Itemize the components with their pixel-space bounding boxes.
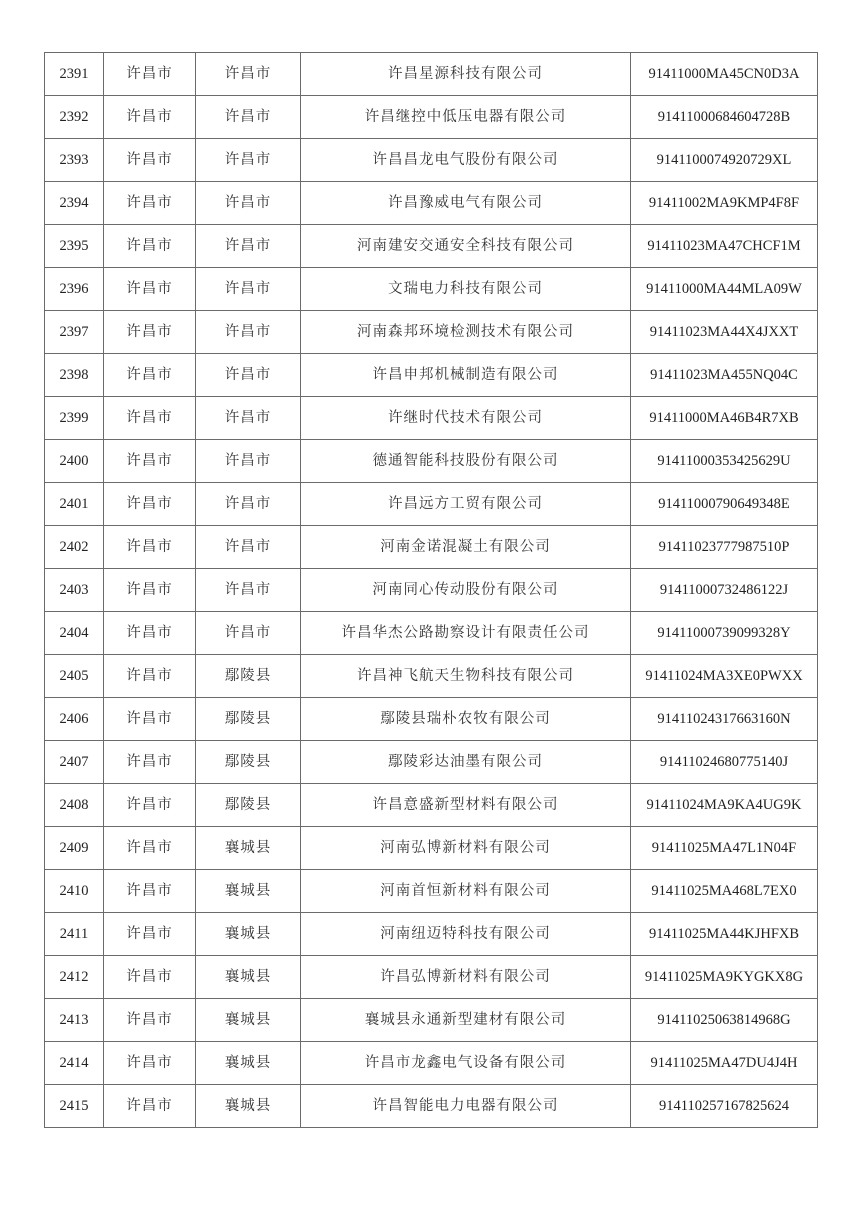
table-row (45, 440, 818, 483)
credit-code-cell: 9141100074920729XL (631, 139, 818, 182)
county-cell: 鄢陵县 (196, 655, 301, 698)
table-row (45, 655, 818, 698)
city-cell: 许昌市 (104, 311, 196, 354)
company-name-cell: 许昌豫威电气有限公司 (301, 182, 631, 225)
credit-code-cell: 91411025MA9KYGKX8G (631, 956, 818, 999)
table-row (45, 397, 818, 440)
county-cell: 襄城县 (196, 999, 301, 1042)
credit-code-cell: 91411023MA455NQ04C (631, 354, 818, 397)
county-cell: 许昌市 (196, 569, 301, 612)
county-cell: 许昌市 (196, 53, 301, 96)
company-name-cell: 鄢陵彩达油墨有限公司 (301, 741, 631, 784)
table-row (45, 311, 818, 354)
table-row (45, 870, 818, 913)
credit-code-cell: 91411000353425629U (631, 440, 818, 483)
row-number: 2411 (45, 913, 104, 956)
county-cell: 许昌市 (196, 268, 301, 311)
city-cell: 许昌市 (104, 784, 196, 827)
row-number: 2394 (45, 182, 104, 225)
row-number: 2404 (45, 612, 104, 655)
company-name-cell: 河南同心传动股份有限公司 (301, 569, 631, 612)
city-cell: 许昌市 (104, 354, 196, 397)
credit-code-cell: 914110257167825624 (631, 1085, 818, 1128)
row-number: 2408 (45, 784, 104, 827)
company-name-cell: 河南金诺混凝土有限公司 (301, 526, 631, 569)
company-name-cell: 鄢陵县瑞朴农牧有限公司 (301, 698, 631, 741)
county-cell: 襄城县 (196, 1042, 301, 1085)
table-body (45, 53, 818, 1128)
county-cell: 襄城县 (196, 913, 301, 956)
credit-code-cell: 91411000MA44MLA09W (631, 268, 818, 311)
table-row (45, 741, 818, 784)
row-number: 2409 (45, 827, 104, 870)
credit-code-cell: 91411002MA9KMP4F8F (631, 182, 818, 225)
credit-code-cell: 91411025MA44KJHFXB (631, 913, 818, 956)
credit-code-cell: 91411000732486122J (631, 569, 818, 612)
county-cell: 襄城县 (196, 956, 301, 999)
company-name-cell: 许昌昌龙电气股份有限公司 (301, 139, 631, 182)
row-number: 2410 (45, 870, 104, 913)
city-cell: 许昌市 (104, 225, 196, 268)
table-row (45, 827, 818, 870)
company-name-cell: 许昌继控中低压电器有限公司 (301, 96, 631, 139)
row-number: 2391 (45, 53, 104, 96)
county-cell: 鄢陵县 (196, 698, 301, 741)
table-row (45, 53, 818, 96)
company-name-cell: 许昌星源科技有限公司 (301, 53, 631, 96)
row-number: 2400 (45, 440, 104, 483)
credit-code-cell: 91411024MA9KA4UG9K (631, 784, 818, 827)
credit-code-cell: 91411000684604728B (631, 96, 818, 139)
row-number: 2402 (45, 526, 104, 569)
company-name-cell: 许昌神飞航天生物科技有限公司 (301, 655, 631, 698)
row-number: 2401 (45, 483, 104, 526)
row-number: 2397 (45, 311, 104, 354)
county-cell: 许昌市 (196, 311, 301, 354)
city-cell: 许昌市 (104, 182, 196, 225)
table-row (45, 268, 818, 311)
city-cell: 许昌市 (104, 96, 196, 139)
credit-code-cell: 91411024MA3XE0PWXX (631, 655, 818, 698)
company-name-cell: 河南森邦环境检测技术有限公司 (301, 311, 631, 354)
city-cell: 许昌市 (104, 53, 196, 96)
table-row (45, 956, 818, 999)
table-row (45, 698, 818, 741)
county-cell: 许昌市 (196, 526, 301, 569)
city-cell: 许昌市 (104, 569, 196, 612)
credit-code-cell: 91411023MA44X4JXXT (631, 311, 818, 354)
county-cell: 许昌市 (196, 354, 301, 397)
row-number: 2398 (45, 354, 104, 397)
table-row (45, 354, 818, 397)
county-cell: 鄢陵县 (196, 741, 301, 784)
company-name-cell: 河南建安交通安全科技有限公司 (301, 225, 631, 268)
county-cell: 襄城县 (196, 870, 301, 913)
credit-code-cell: 91411024317663160N (631, 698, 818, 741)
credit-code-cell: 91411023777987510P (631, 526, 818, 569)
county-cell: 许昌市 (196, 225, 301, 268)
company-list-table (44, 52, 818, 1128)
county-cell: 襄城县 (196, 1085, 301, 1128)
table-row (45, 225, 818, 268)
city-cell: 许昌市 (104, 440, 196, 483)
company-name-cell: 文瑞电力科技有限公司 (301, 268, 631, 311)
credit-code-cell: 91411000MA46B4R7XB (631, 397, 818, 440)
table-row (45, 139, 818, 182)
company-name-cell: 河南纽迈特科技有限公司 (301, 913, 631, 956)
city-cell: 许昌市 (104, 870, 196, 913)
county-cell: 许昌市 (196, 182, 301, 225)
company-name-cell: 许昌申邦机械制造有限公司 (301, 354, 631, 397)
row-number: 2413 (45, 999, 104, 1042)
company-name-cell: 许昌华杰公路勘察设计有限责任公司 (301, 612, 631, 655)
row-number: 2399 (45, 397, 104, 440)
company-name-cell: 许昌市龙鑫电气设备有限公司 (301, 1042, 631, 1085)
credit-code-cell: 91411025MA47L1N04F (631, 827, 818, 870)
city-cell: 许昌市 (104, 1042, 196, 1085)
county-cell: 许昌市 (196, 96, 301, 139)
table-row (45, 526, 818, 569)
table-row (45, 612, 818, 655)
table-row (45, 1085, 818, 1128)
city-cell: 许昌市 (104, 956, 196, 999)
city-cell: 许昌市 (104, 1085, 196, 1128)
row-number: 2407 (45, 741, 104, 784)
county-cell: 许昌市 (196, 397, 301, 440)
city-cell: 许昌市 (104, 397, 196, 440)
city-cell: 许昌市 (104, 526, 196, 569)
city-cell: 许昌市 (104, 483, 196, 526)
company-name-cell: 许继时代技术有限公司 (301, 397, 631, 440)
row-number: 2415 (45, 1085, 104, 1128)
city-cell: 许昌市 (104, 139, 196, 182)
credit-code-cell: 91411025063814968G (631, 999, 818, 1042)
city-cell: 许昌市 (104, 655, 196, 698)
company-name-cell: 德通智能科技股份有限公司 (301, 440, 631, 483)
credit-code-cell: 91411000739099328Y (631, 612, 818, 655)
city-cell: 许昌市 (104, 827, 196, 870)
credit-code-cell: 91411024680775140J (631, 741, 818, 784)
county-cell: 鄢陵县 (196, 784, 301, 827)
row-number: 2414 (45, 1042, 104, 1085)
company-name-cell: 许昌智能电力电器有限公司 (301, 1085, 631, 1128)
table-row (45, 999, 818, 1042)
row-number: 2403 (45, 569, 104, 612)
county-cell: 襄城县 (196, 827, 301, 870)
table-row (45, 483, 818, 526)
table-row (45, 1042, 818, 1085)
company-name-cell: 许昌弘博新材料有限公司 (301, 956, 631, 999)
city-cell: 许昌市 (104, 612, 196, 655)
company-name-cell: 河南弘博新材料有限公司 (301, 827, 631, 870)
company-name-cell: 河南首恒新材料有限公司 (301, 870, 631, 913)
credit-code-cell: 91411025MA468L7EX0 (631, 870, 818, 913)
table-row (45, 569, 818, 612)
table-row (45, 784, 818, 827)
credit-code-cell: 91411000MA45CN0D3A (631, 53, 818, 96)
city-cell: 许昌市 (104, 741, 196, 784)
company-name-cell: 许昌意盛新型材料有限公司 (301, 784, 631, 827)
city-cell: 许昌市 (104, 999, 196, 1042)
row-number: 2392 (45, 96, 104, 139)
row-number: 2406 (45, 698, 104, 741)
row-number: 2395 (45, 225, 104, 268)
county-cell: 许昌市 (196, 440, 301, 483)
row-number: 2396 (45, 268, 104, 311)
table-row (45, 182, 818, 225)
city-cell: 许昌市 (104, 913, 196, 956)
county-cell: 许昌市 (196, 483, 301, 526)
company-name-cell: 许昌远方工贸有限公司 (301, 483, 631, 526)
city-cell: 许昌市 (104, 268, 196, 311)
credit-code-cell: 91411025MA47DU4J4H (631, 1042, 818, 1085)
table-row (45, 913, 818, 956)
credit-code-cell: 91411023MA47CHCF1M (631, 225, 818, 268)
row-number: 2412 (45, 956, 104, 999)
table-row (45, 96, 818, 139)
city-cell: 许昌市 (104, 698, 196, 741)
county-cell: 许昌市 (196, 612, 301, 655)
county-cell: 许昌市 (196, 139, 301, 182)
row-number: 2393 (45, 139, 104, 182)
company-name-cell: 襄城县永通新型建材有限公司 (301, 999, 631, 1042)
row-number: 2405 (45, 655, 104, 698)
credit-code-cell: 91411000790649348E (631, 483, 818, 526)
